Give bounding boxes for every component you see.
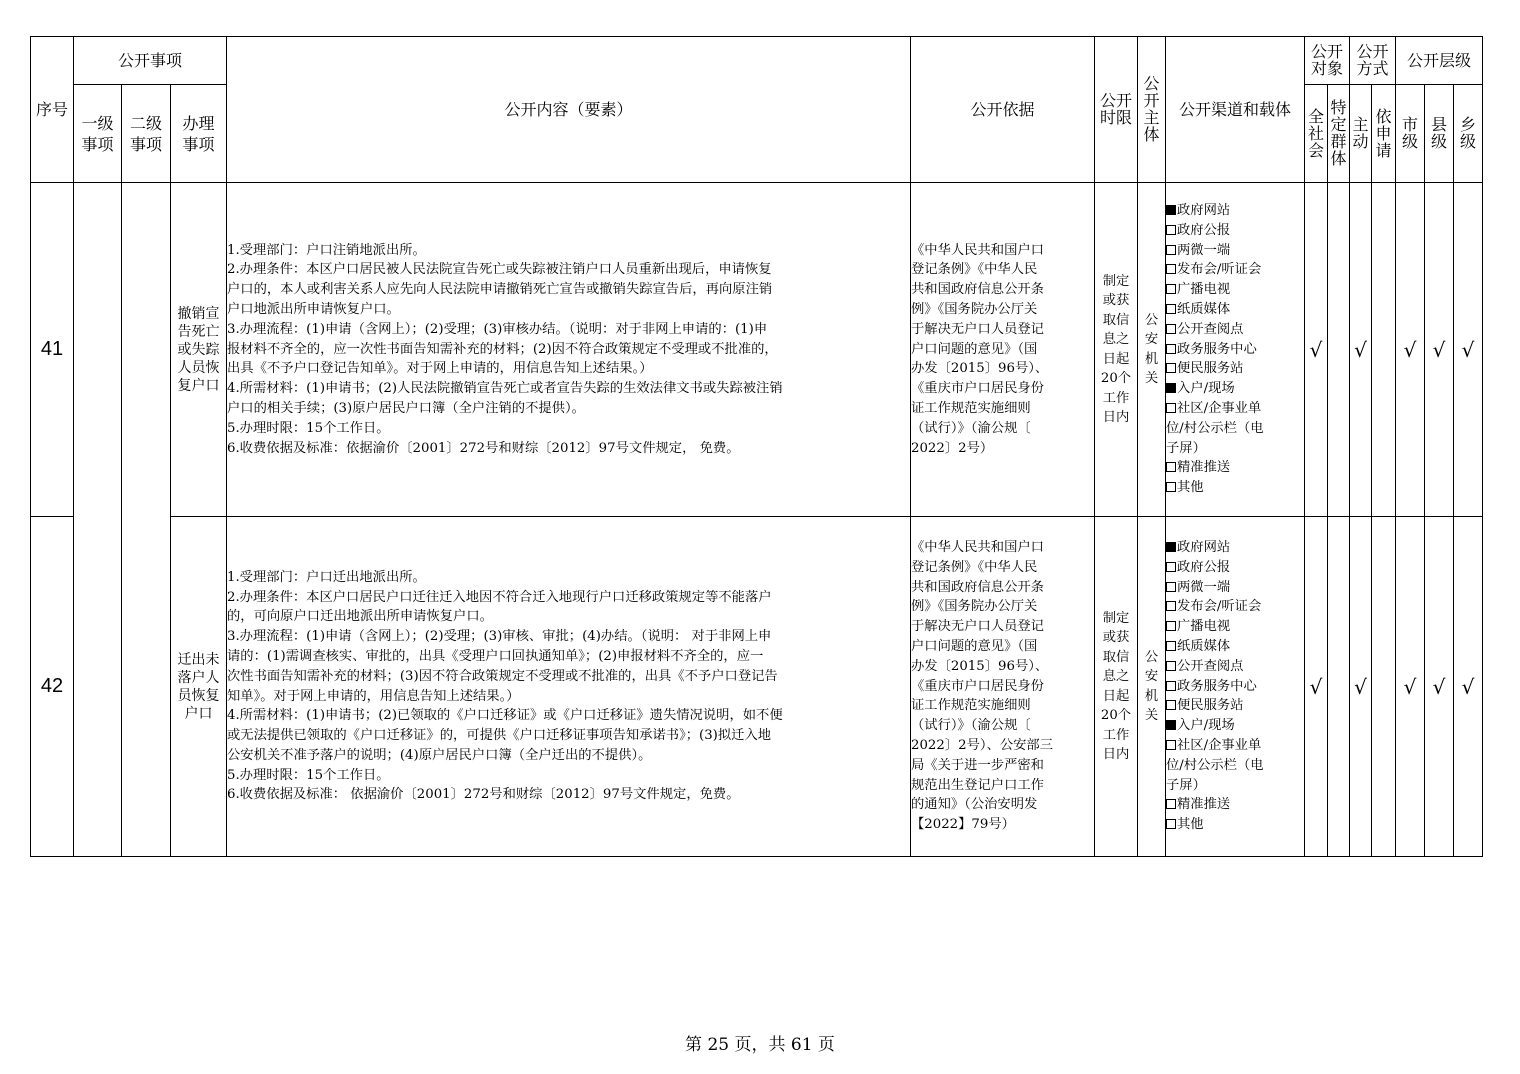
channel-item[interactable]: 政府公报 (1166, 221, 1304, 241)
target-all-check: √ (1305, 517, 1328, 857)
header-level-city: 市级 (1396, 85, 1425, 183)
checkbox-icon (1166, 601, 1176, 611)
row-seq: 41 (31, 183, 74, 517)
checkbox-checked-icon (1166, 383, 1176, 393)
header-target: 公开对象 (1305, 37, 1350, 85)
header-target-specific: 特定群体 (1328, 85, 1350, 183)
channel-item[interactable]: 纸质媒体 (1166, 300, 1304, 320)
header-method: 公开方式 (1350, 37, 1396, 85)
level1-cell (74, 183, 122, 857)
header-public-items: 公开事项 (74, 37, 227, 85)
channel-item[interactable]: 公开查阅点 (1166, 657, 1304, 677)
channel-item[interactable]: 广播电视 (1166, 617, 1304, 637)
channel-item[interactable]: 广播电视 (1166, 280, 1304, 300)
channel-item[interactable]: 其他 (1166, 815, 1304, 835)
target-specific-check (1328, 183, 1350, 517)
checkbox-icon (1166, 681, 1176, 691)
channel-item[interactable]: 公开查阅点 (1166, 320, 1304, 340)
header-level-town: 乡级 (1454, 85, 1483, 183)
channel-item[interactable]: 发布会/听证会 (1166, 260, 1304, 280)
row-seq: 42 (31, 517, 74, 857)
header-seq: 序号 (31, 37, 74, 183)
checkbox-icon (1166, 264, 1176, 274)
subject-cell: 公 安 机 关 (1138, 183, 1166, 517)
target-specific-check (1328, 517, 1350, 857)
header-content: 公开内容（要素） (227, 37, 911, 183)
header-time-limit: 公开时限 (1095, 37, 1138, 183)
level-county-check: √ (1425, 183, 1454, 517)
handling-item: 迁出未 落户人 员恢复 户口 (171, 517, 227, 857)
channel-item[interactable]: 政务服务中心 (1166, 677, 1304, 697)
checkbox-icon (1166, 363, 1176, 373)
channel-item-continued: 子屏） (1166, 440, 1206, 456)
header-level1: 一级事项 (74, 85, 122, 183)
channel-item[interactable]: 入户/现场 (1166, 379, 1304, 399)
handling-item: 撤销宣 告死亡 或失踪 人员恢 复户口 (171, 183, 227, 517)
checkbox-checked-icon (1166, 205, 1176, 215)
header-handling: 办理事项 (171, 85, 227, 183)
method-active-check: √ (1350, 517, 1372, 857)
checkbox-icon (1166, 819, 1176, 829)
disclosure-table (30, 36, 1483, 857)
level-city-check: √ (1396, 517, 1425, 857)
checkbox-icon (1166, 740, 1176, 750)
channel-item[interactable]: 纸质媒体 (1166, 637, 1304, 657)
level-town-check: √ (1454, 183, 1483, 517)
header-level-county: 县级 (1425, 85, 1454, 183)
target-all-check: √ (1305, 183, 1328, 517)
checkbox-icon (1166, 582, 1176, 592)
method-request-check (1372, 183, 1396, 517)
table-row (31, 183, 1483, 517)
checkbox-icon (1166, 621, 1176, 631)
content-cell: 1.受理部门：户口迁出地派出所。 2.办理条件：本区户口居民户口迁往迁入地因不符合迁入地现行户口迁移政策规定等不能落户 的，可向原户口迁出地派出所申请恢复户口。 3.办理流程：(1)申请（含网上）；(2)受理；(3)审核、审批；(4)办结。（说明： 对于非网上申 请的：(1)需调查核实、审批的，出具《受理户口回执通知单》；(2)申报材料不齐全的，应一 次性书面告知需补充的材料；(3)因不符合政策规定不受理或不批准的，出具《不予户口登记告 知单》。对于网上申请的，用信息告知上述结果。） 4.所需材料：(1)申请书；(2)已领取的《户口迁移证》或《户口迁移证》遗失情况说明，如不便 或无法提供已领取的《户口迁移证》的，可提供《户口迁移证事项告知承诺书》；(3)拟迁入地 公安机关不准予落户的说明；(4)原户居民户口簿（全户迁出的不提供）。 5.办理时限：15个工作日。 6.收费依据及标准： 依据渝价〔2001〕272号和财综〔2012〕97号文件规定，免费。 (227, 517, 911, 857)
checkbox-icon (1166, 284, 1176, 294)
table-row (31, 517, 1483, 857)
header-channels: 公开渠道和载体 (1166, 37, 1305, 183)
page-footer: 第 25 页，共 61 页 (685, 1035, 835, 1055)
header-basis: 公开依据 (911, 37, 1095, 183)
channel-item[interactable]: 政务服务中心 (1166, 340, 1304, 360)
basis-cell: 《中华人民共和国户口 登记条例》《中华人民 共和国政府信息公开条 例》《国务院办公厅关 于解决无户口人员登记 户口问题的意见》（国 办发〔2015〕96号）、 《重庆市户口居民身份 证工作规范实施细则 （试行）》（渝公规〔 2022〕2号）、公安部三 局《关于进一步严密和 规范出生登记户口工作 的通知》（公治安明发 【2022】79号） (911, 517, 1095, 857)
channel-item-continued: 子屏） (1166, 777, 1206, 793)
channel-item[interactable]: 两微一端 (1166, 241, 1304, 261)
header-target-all: 全社会 (1305, 85, 1328, 183)
channel-item[interactable]: 精准推送 (1166, 795, 1304, 815)
header-method-active: 主动 (1350, 85, 1372, 183)
channel-item[interactable]: 便民服务站 (1166, 359, 1304, 379)
checkbox-icon (1166, 225, 1176, 235)
level-town-check: √ (1454, 517, 1483, 857)
content-cell: 1.受理部门：户口注销地派出所。 2.办理条件：本区户口居民被人民法院宣告死亡或失踪被注销户口人员重新出现后，申请恢复 户口的，本人或利害关系人应先向人民法院申请撤销死亡宣告或撤销失踪宣告后，再向原注销 户口地派出所申请恢复户口。 3.办理流程：(1)申请（含网上）；(2)受理；(3)审核办结。（说明：对于非网上申请的：(1)申 报材料不齐全的，应一次性书面告知需补充的材料；(2)因不符合政策规定不受理或不批准的， 出具《不予户口登记告知单》。对于网上申请的，用信息告知上述结果。） 4.所需材料：(1)申请书；(2)人民法院撤销宣告死亡或者宣告失踪的生效法律文书或失踪被注销 户口的相关手续；(3)原户居民户口簿（全户注销的不提供）。 5.办理时限：15个工作日。 6.收费依据及标准：依据渝价〔2001〕272号和财综〔2012〕97号文件规定， 免费。 (227, 183, 911, 517)
checkbox-icon (1166, 245, 1176, 255)
checkbox-checked-icon (1166, 542, 1176, 552)
header-levels: 公开层级 (1396, 37, 1483, 85)
level2-cell (122, 183, 171, 857)
time-limit-cell: 制定 或获 取信 息之 日起 20个 工作 日内 (1095, 517, 1138, 857)
header-method-request: 依申请 (1372, 85, 1396, 183)
channel-item[interactable]: 精准推送 (1166, 458, 1304, 478)
method-active-check: √ (1350, 183, 1372, 517)
checkbox-icon (1166, 324, 1176, 334)
checkbox-icon (1166, 700, 1176, 710)
subject-cell: 公 安 机 关 (1138, 517, 1166, 857)
checkbox-icon (1166, 562, 1176, 572)
header-level2: 二级事项 (122, 85, 171, 183)
channel-item[interactable]: 其他 (1166, 478, 1304, 498)
channel-item[interactable]: 便民服务站 (1166, 696, 1304, 716)
level-city-check: √ (1396, 183, 1425, 517)
checkbox-icon (1166, 344, 1176, 354)
channel-item[interactable]: 社区/企事业单 (1166, 399, 1304, 419)
checkbox-icon (1166, 462, 1176, 472)
basis-cell: 《中华人民共和国户口 登记条例》《中华人民 共和国政府信息公开条 例》《国务院办公厅关 于解决无户口人员登记 户口问题的意见》（国 办发〔2015〕96号）、 《重庆市户口居民身份 证工作规范实施细则 （试行）》（渝公规〔 2022〕2号） (911, 183, 1095, 517)
method-request-check (1372, 517, 1396, 857)
channel-item[interactable]: 入户/现场 (1166, 716, 1304, 736)
checkbox-icon (1166, 482, 1176, 492)
header-subject: 公开主体 (1138, 37, 1166, 183)
channel-item[interactable]: 发布会/听证会 (1166, 597, 1304, 617)
checkbox-checked-icon (1166, 720, 1176, 730)
time-limit-cell: 制定 或获 取信 息之 日起 20个 工作 日内 (1095, 183, 1138, 517)
checkbox-icon (1166, 661, 1176, 671)
channel-item[interactable]: 政府公报 (1166, 558, 1304, 578)
channel-item[interactable]: 政府网站 (1166, 201, 1304, 221)
checkbox-icon (1166, 799, 1176, 809)
channel-item[interactable]: 政府网站 (1166, 538, 1304, 558)
channel-item-continued: 位/村公示栏（电 (1166, 420, 1264, 436)
channels-cell (1166, 517, 1305, 857)
channel-item-continued: 位/村公示栏（电 (1166, 757, 1264, 773)
checkbox-icon (1166, 641, 1176, 651)
level-county-check: √ (1425, 517, 1454, 857)
checkbox-icon (1166, 403, 1176, 413)
channel-item[interactable]: 社区/企事业单 (1166, 736, 1304, 756)
channel-item[interactable]: 两微一端 (1166, 578, 1304, 598)
checkbox-icon (1166, 304, 1176, 314)
channels-cell (1166, 183, 1305, 517)
